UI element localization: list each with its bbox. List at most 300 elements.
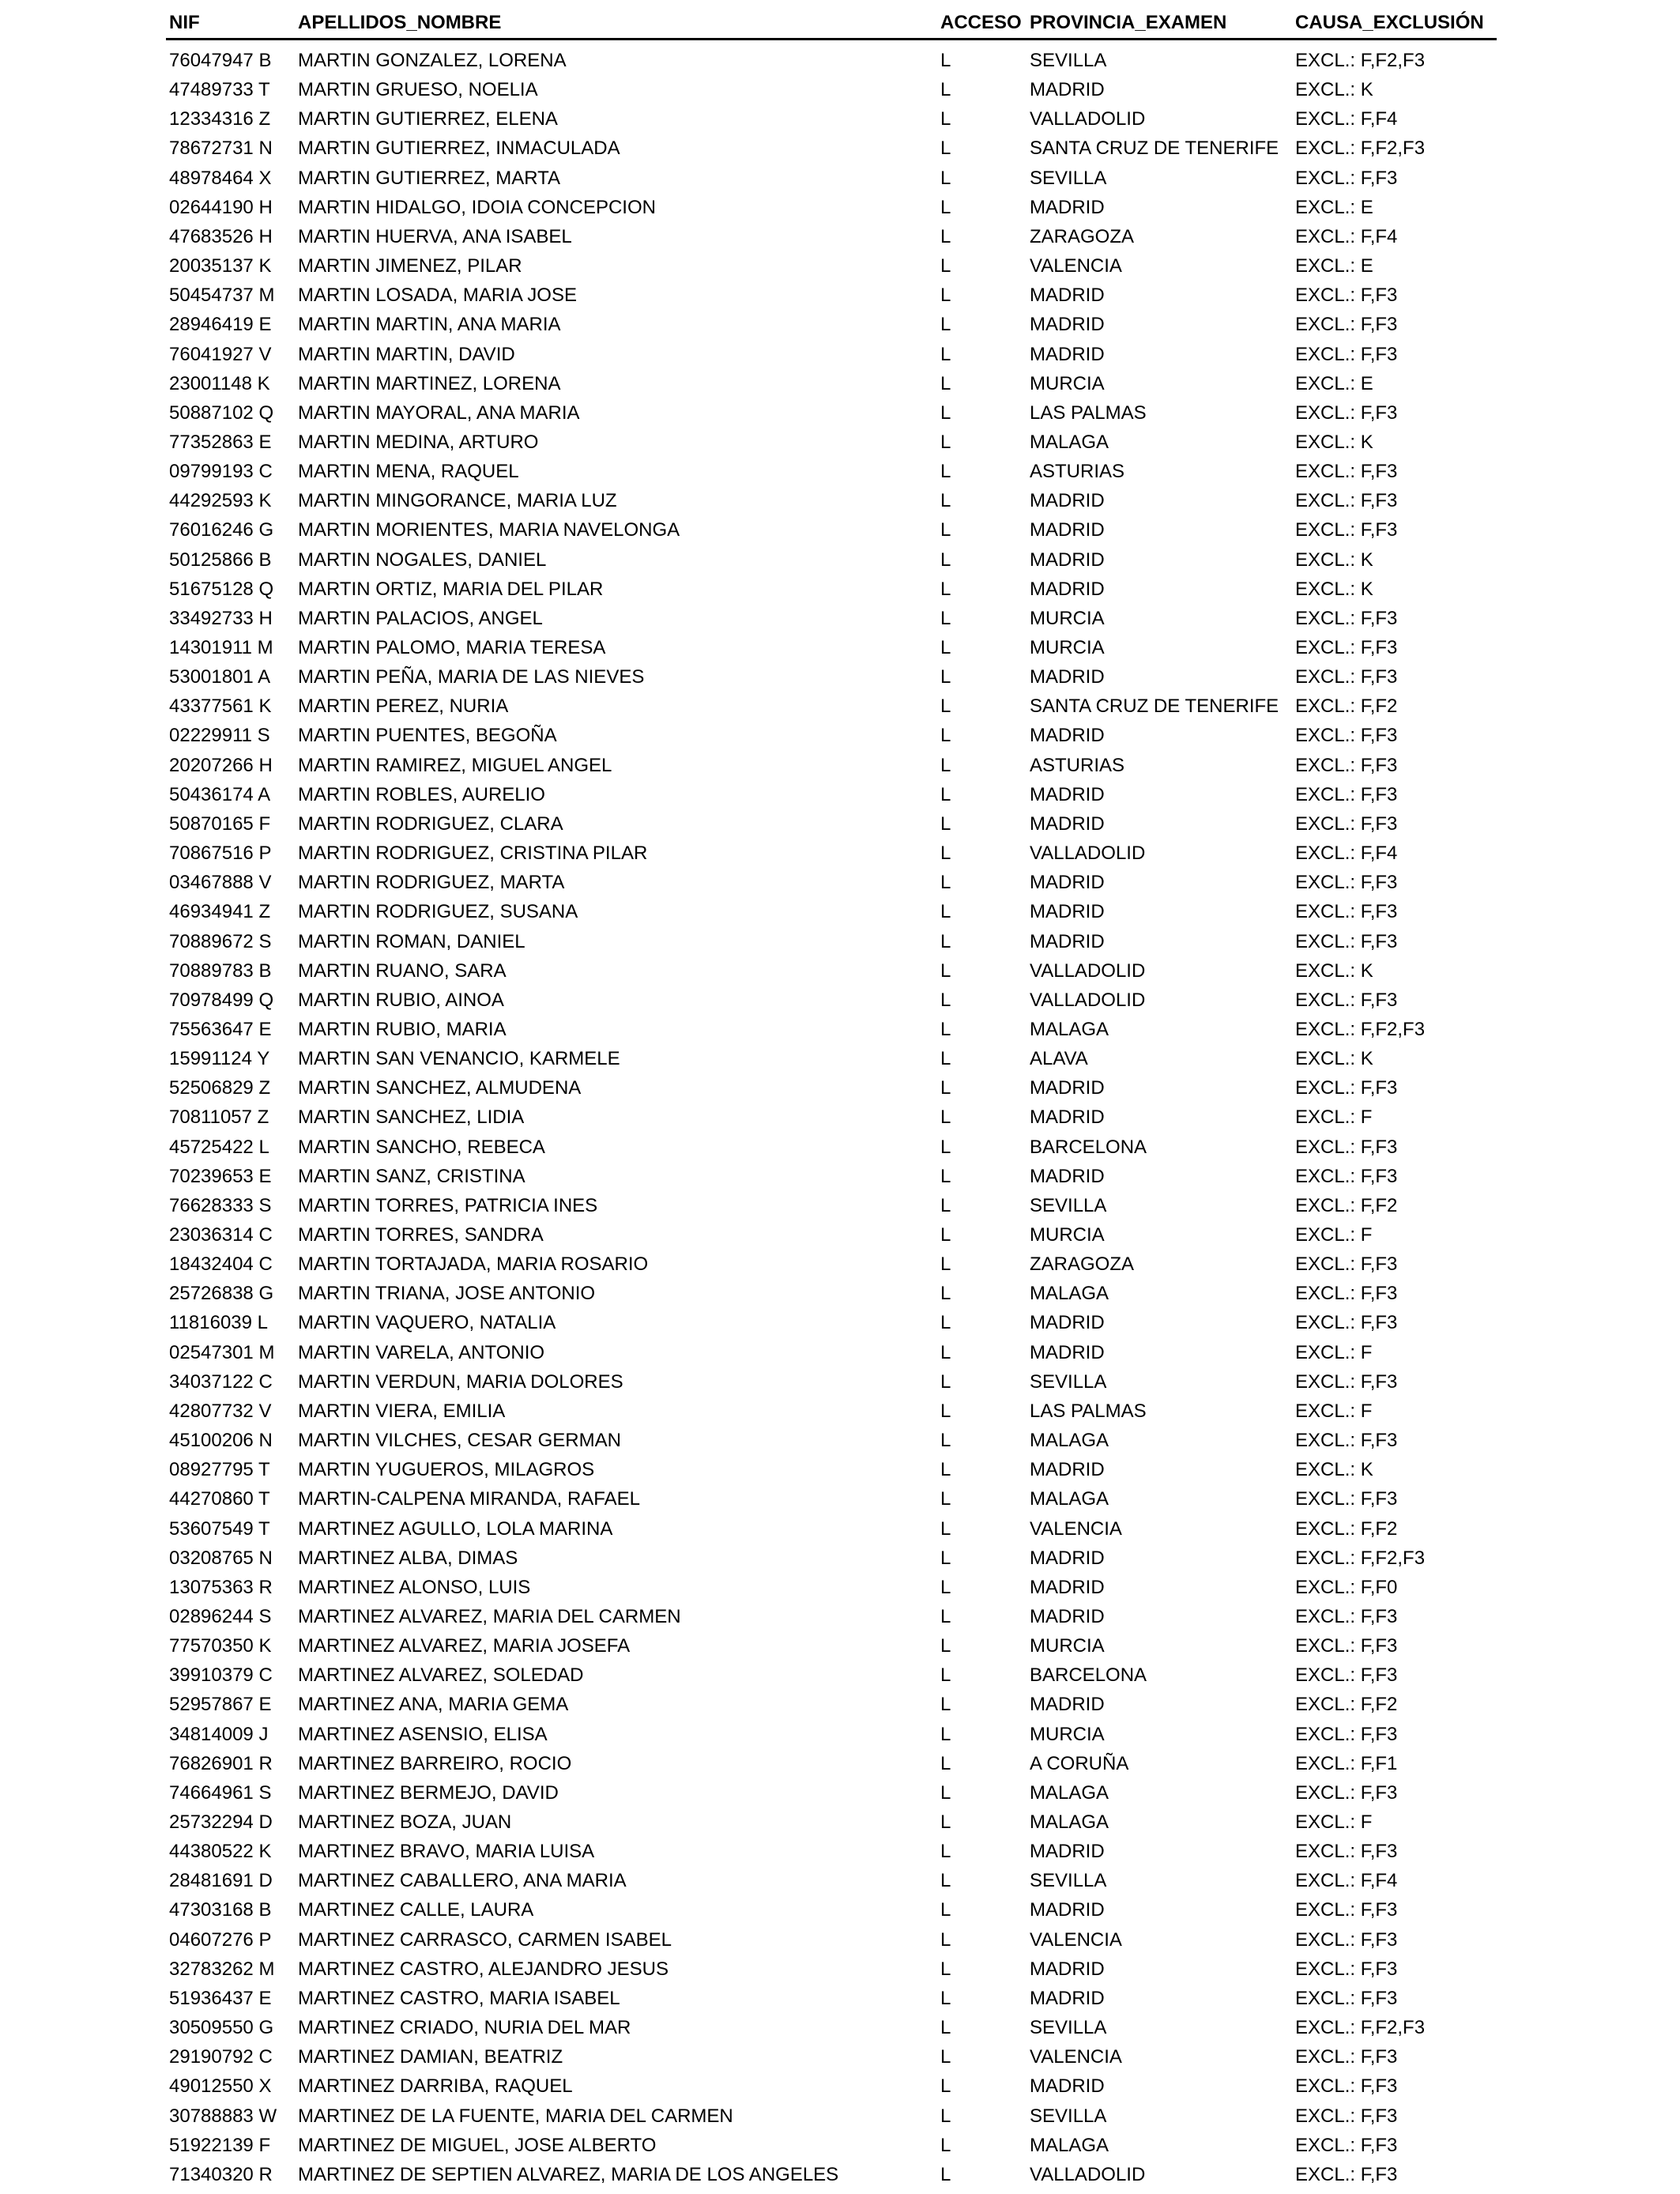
cell-apellidos-nombre: MARTIN SAN VENANCIO, KARMELE (298, 1048, 620, 1070)
cell-apellidos-nombre: MARTIN PALOMO, MARIA TERESA (298, 637, 606, 658)
cell-causa-exclusion: EXCL.: F,F3 (1295, 461, 1398, 483)
cell-apellidos-nombre: MARTINEZ BARREIRO, ROCIO (298, 1752, 572, 1774)
cell-nif: 47303168 B (169, 1899, 272, 1921)
cell-provincia-examen: MURCIA (1030, 1635, 1105, 1657)
cell-acceso: L (940, 959, 951, 982)
table-row (0, 457, 1680, 486)
cell-apellidos-nombre: MARTIN RODRIGUEZ, MARTA (298, 872, 565, 894)
cell-acceso: L (940, 1723, 951, 1745)
table-row (0, 310, 1680, 339)
table-row (0, 75, 1680, 104)
cell-acceso: L (940, 255, 951, 277)
table-row (0, 868, 1680, 897)
cell-provincia-examen: SEVILLA (1030, 50, 1107, 71)
table-row (0, 2042, 1680, 2071)
table-row (0, 1367, 1680, 1397)
cell-nif: 52957867 E (169, 1694, 272, 1716)
cell-acceso: L (940, 1694, 951, 1716)
cell-apellidos-nombre: MARTIN RODRIGUEZ, CLARA (298, 812, 563, 835)
cell-provincia-examen: MURCIA (1030, 637, 1105, 658)
cell-nif: 11816039 L (169, 1312, 269, 1334)
cell-provincia-examen: SEVILLA (1030, 1194, 1107, 1216)
cell-causa-exclusion: EXCL.: F,F2,F3 (1295, 50, 1426, 71)
cell-causa-exclusion: EXCL.: F,F1 (1295, 1752, 1398, 1774)
header-rule (166, 38, 1497, 40)
cell-nif: 70889783 B (169, 959, 272, 982)
cell-apellidos-nombre: MARTIN RODRIGUEZ, SUSANA (298, 901, 578, 923)
cell-acceso: L (940, 401, 951, 424)
table-row (0, 956, 1680, 986)
cell-nif: 76047947 B (169, 50, 272, 71)
cell-nif: 32783262 M (169, 1958, 275, 1980)
table-row (0, 398, 1680, 428)
table-row (0, 780, 1680, 809)
cell-apellidos-nombre: MARTINEZ CASTRO, ALEJANDRO JESUS (298, 1958, 669, 1980)
cell-provincia-examen: MADRID (1030, 1077, 1105, 1099)
cell-nif: 34814009 J (169, 1723, 269, 1745)
cell-causa-exclusion: EXCL.: F,F3 (1295, 607, 1398, 629)
cell-nif: 70239653 E (169, 1165, 272, 1187)
table-row (0, 1191, 1680, 1220)
cell-provincia-examen: LAS PALMAS (1030, 401, 1147, 424)
cell-provincia-examen: MALAGA (1030, 1430, 1109, 1452)
cell-nif: 77570350 K (169, 1635, 272, 1657)
cell-acceso: L (940, 872, 951, 894)
cell-apellidos-nombre: MARTIN VAQUERO, NATALIA (298, 1312, 556, 1334)
cell-provincia-examen: VALLADOLID (1030, 989, 1146, 1011)
table-row (0, 2013, 1680, 2042)
cell-acceso: L (940, 578, 951, 600)
cell-provincia-examen: A CORUÑA (1030, 1752, 1129, 1774)
cell-nif: 20035137 K (169, 255, 272, 277)
cell-provincia-examen: MADRID (1030, 872, 1105, 894)
cell-provincia-examen: MALAGA (1030, 431, 1109, 453)
cell-apellidos-nombre: MARTINEZ BERMEJO, DAVID (298, 1781, 559, 1804)
cell-apellidos-nombre: MARTIN RUANO, SARA (298, 959, 507, 982)
cell-causa-exclusion: EXCL.: F,F3 (1295, 1987, 1398, 2009)
cell-causa-exclusion: EXCL.: F (1295, 1106, 1373, 1129)
cell-provincia-examen: MADRID (1030, 548, 1105, 571)
table-row (0, 633, 1680, 662)
cell-apellidos-nombre: MARTIN PEREZ, NURIA (298, 696, 509, 718)
cell-causa-exclusion: EXCL.: K (1295, 431, 1373, 453)
cell-nif: 02547301 M (169, 1341, 275, 1363)
cell-nif: 30509550 G (169, 2017, 274, 2039)
cell-acceso: L (940, 1018, 951, 1040)
cell-nif: 02896244 S (169, 1605, 272, 1627)
table-row (0, 1426, 1680, 1455)
cell-causa-exclusion: EXCL.: F,F3 (1295, 401, 1398, 424)
cell-nif: 12334316 Z (169, 108, 271, 130)
cell-nif: 02229911 S (169, 725, 270, 747)
cell-causa-exclusion: EXCL.: F,F3 (1295, 167, 1398, 189)
cell-nif: 50436174 A (169, 783, 271, 805)
cell-apellidos-nombre: MARTIN TRIANA, JOSE ANTONIO (298, 1283, 596, 1305)
cell-nif: 51675128 Q (169, 578, 274, 600)
cell-causa-exclusion: EXCL.: F,F2 (1295, 1517, 1398, 1540)
cell-causa-exclusion: EXCL.: F (1295, 1224, 1373, 1246)
cell-nif: 20207266 H (169, 754, 273, 776)
cell-causa-exclusion: EXCL.: F,F3 (1295, 2163, 1398, 2185)
cell-causa-exclusion: EXCL.: F,F2,F3 (1295, 1018, 1426, 1040)
table-row (0, 662, 1680, 692)
cell-provincia-examen: MADRID (1030, 285, 1105, 307)
cell-acceso: L (940, 607, 951, 629)
table-row (0, 251, 1680, 281)
cell-causa-exclusion: EXCL.: F,F2 (1295, 1194, 1398, 1216)
cell-nif: 76041927 V (169, 343, 272, 365)
cell-apellidos-nombre: MARTIN ROMAN, DANIEL (298, 930, 525, 952)
table-row (0, 1250, 1680, 1279)
table-row (0, 2160, 1680, 2189)
cell-causa-exclusion: EXCL.: F,F3 (1295, 666, 1398, 688)
cell-acceso: L (940, 843, 951, 865)
cell-nif: 44292593 K (169, 490, 272, 512)
cell-acceso: L (940, 2134, 951, 2156)
cell-nif: 33492733 H (169, 607, 273, 629)
cell-nif: 08927795 T (169, 1459, 270, 1481)
cell-acceso: L (940, 2017, 951, 2039)
cell-acceso: L (940, 696, 951, 718)
header-provincia-examen: PROVINCIA_EXAMEN (1030, 12, 1227, 33)
cell-apellidos-nombre: MARTIN-CALPENA MIRANDA, RAFAEL (298, 1488, 640, 1510)
cell-nif: 76016246 G (169, 519, 274, 541)
cell-apellidos-nombre: MARTIN VIERA, EMILIA (298, 1400, 506, 1422)
cell-acceso: L (940, 2163, 951, 2185)
cell-provincia-examen: SEVILLA (1030, 2105, 1107, 2127)
cell-provincia-examen: MURCIA (1030, 1723, 1105, 1745)
cell-causa-exclusion: EXCL.: F (1295, 1811, 1373, 1833)
cell-acceso: L (940, 930, 951, 952)
cell-nif: 74664961 S (169, 1781, 272, 1804)
cell-causa-exclusion: EXCL.: K (1295, 548, 1373, 571)
table-row (0, 1279, 1680, 1308)
cell-causa-exclusion: EXCL.: E (1295, 372, 1373, 394)
table-row (0, 486, 1680, 515)
header-nif: NIF (169, 12, 200, 33)
cell-causa-exclusion: EXCL.: F,F4 (1295, 1870, 1398, 1892)
cell-causa-exclusion: EXCL.: F,F3 (1295, 519, 1398, 541)
cell-apellidos-nombre: MARTINEZ ALVAREZ, MARIA DEL CARMEN (298, 1605, 681, 1627)
cell-apellidos-nombre: MARTIN MORIENTES, MARIA NAVELONGA (298, 519, 680, 541)
table-row (0, 1220, 1680, 1250)
cell-nif: 70978499 Q (169, 989, 274, 1011)
cell-causa-exclusion: EXCL.: K (1295, 959, 1373, 982)
cell-provincia-examen: MADRID (1030, 666, 1105, 688)
cell-provincia-examen: VALENCIA (1030, 1928, 1122, 1951)
cell-apellidos-nombre: MARTIN VARELA, ANTONIO (298, 1341, 545, 1363)
table-row (0, 515, 1680, 545)
cell-provincia-examen: VALLADOLID (1030, 843, 1146, 865)
cell-apellidos-nombre: MARTIN RODRIGUEZ, CRISTINA PILAR (298, 843, 648, 865)
cell-causa-exclusion: EXCL.: K (1295, 578, 1373, 600)
cell-apellidos-nombre: MARTIN MAYORAL, ANA MARIA (298, 401, 580, 424)
cell-nif: 76628333 S (169, 1194, 272, 1216)
cell-causa-exclusion: EXCL.: F,F2,F3 (1295, 2017, 1426, 2039)
cell-causa-exclusion: EXCL.: F,F3 (1295, 1958, 1398, 1980)
cell-acceso: L (940, 285, 951, 307)
cell-apellidos-nombre: MARTIN RAMIREZ, MIGUEL ANGEL (298, 754, 612, 776)
table-row (0, 1133, 1680, 1162)
cell-acceso: L (940, 1077, 951, 1099)
cell-provincia-examen: MADRID (1030, 1547, 1105, 1569)
cell-acceso: L (940, 1576, 951, 1598)
table-row (0, 986, 1680, 1015)
cell-apellidos-nombre: MARTINEZ ANA, MARIA GEMA (298, 1694, 569, 1716)
cell-nif: 78672731 N (169, 138, 273, 160)
cell-apellidos-nombre: MARTINEZ ALVAREZ, MARIA JOSEFA (298, 1635, 631, 1657)
cell-acceso: L (940, 1253, 951, 1276)
cell-provincia-examen: MADRID (1030, 725, 1105, 747)
cell-nif: 77352863 E (169, 431, 272, 453)
table-row (0, 222, 1680, 251)
table-row (0, 1955, 1680, 1984)
cell-acceso: L (940, 548, 951, 571)
cell-causa-exclusion: EXCL.: E (1295, 196, 1373, 218)
cell-nif: 02644190 H (169, 196, 273, 218)
table-row (0, 1866, 1680, 1895)
cell-acceso: L (940, 1752, 951, 1774)
cell-acceso: L (940, 79, 951, 101)
table-row (0, 1308, 1680, 1337)
header-acceso: ACCESO (940, 12, 1022, 33)
cell-acceso: L (940, 1841, 951, 1863)
cell-provincia-examen: MADRID (1030, 1899, 1105, 1921)
cell-apellidos-nombre: MARTIN TORRES, PATRICIA INES (298, 1194, 598, 1216)
cell-provincia-examen: MADRID (1030, 930, 1105, 952)
cell-provincia-examen: VALENCIA (1030, 255, 1122, 277)
cell-nif: 43377561 K (169, 696, 272, 718)
cell-causa-exclusion: EXCL.: F,F3 (1295, 2075, 1398, 2098)
cell-acceso: L (940, 461, 951, 483)
cell-nif: 25726838 G (169, 1283, 274, 1305)
cell-apellidos-nombre: MARTINEZ CABALLERO, ANA MARIA (298, 1870, 627, 1892)
cell-acceso: L (940, 50, 951, 71)
table-row (0, 1044, 1680, 1073)
cell-nif: 53607549 T (169, 1517, 270, 1540)
table-row (0, 721, 1680, 750)
cell-apellidos-nombre: MARTIN LOSADA, MARIA JOSE (298, 285, 577, 307)
cell-apellidos-nombre: MARTIN VILCHES, CESAR GERMAN (298, 1430, 621, 1452)
cell-nif: 50887102 Q (169, 401, 274, 424)
table-row (0, 692, 1680, 721)
cell-causa-exclusion: EXCL.: F,F3 (1295, 1136, 1398, 1158)
cell-apellidos-nombre: MARTINEZ ALVAREZ, SOLEDAD (298, 1664, 584, 1687)
table-row (0, 1544, 1680, 1573)
cell-provincia-examen: MADRID (1030, 343, 1105, 365)
cell-apellidos-nombre: MARTINEZ AGULLO, LOLA MARINA (298, 1517, 613, 1540)
cell-acceso: L (940, 2105, 951, 2127)
cell-provincia-examen: MADRID (1030, 578, 1105, 600)
cell-causa-exclusion: EXCL.: F,F3 (1295, 901, 1398, 923)
cell-provincia-examen: MALAGA (1030, 2134, 1109, 2156)
table-row (0, 897, 1680, 926)
table-row (0, 839, 1680, 868)
cell-causa-exclusion: EXCL.: F,F3 (1295, 1723, 1398, 1745)
cell-causa-exclusion: EXCL.: F,F2,F3 (1295, 138, 1426, 160)
cell-provincia-examen: MADRID (1030, 1987, 1105, 2009)
table-row (0, 1837, 1680, 1866)
cell-acceso: L (940, 1547, 951, 1569)
cell-causa-exclusion: EXCL.: F,F3 (1295, 1488, 1398, 1510)
cell-apellidos-nombre: MARTIN TORTAJADA, MARIA ROSARIO (298, 1253, 649, 1276)
cell-provincia-examen: MADRID (1030, 1694, 1105, 1716)
cell-acceso: L (940, 1605, 951, 1627)
table-row (0, 193, 1680, 222)
table-row (0, 369, 1680, 398)
cell-acceso: L (940, 1136, 951, 1158)
cell-provincia-examen: MADRID (1030, 1459, 1105, 1481)
table-row (0, 1484, 1680, 1514)
cell-nif: 25732294 D (169, 1811, 273, 1833)
cell-provincia-examen: MADRID (1030, 1341, 1105, 1363)
cell-nif: 44380522 K (169, 1841, 272, 1863)
cell-nif: 13075363 R (169, 1576, 273, 1598)
cell-acceso: L (940, 1928, 951, 1951)
cell-causa-exclusion: EXCL.: F (1295, 1341, 1373, 1363)
cell-acceso: L (940, 108, 951, 130)
cell-nif: 49012550 X (169, 2075, 272, 2098)
table-row (0, 1573, 1680, 1602)
cell-apellidos-nombre: MARTIN PALACIOS, ANGEL (298, 607, 543, 629)
cell-causa-exclusion: EXCL.: F,F3 (1295, 2105, 1398, 2127)
cell-causa-exclusion: EXCL.: F,F3 (1295, 1165, 1398, 1187)
cell-acceso: L (940, 901, 951, 923)
cell-causa-exclusion: EXCL.: F,F3 (1295, 343, 1398, 365)
cell-causa-exclusion: EXCL.: F,F3 (1295, 2046, 1398, 2068)
cell-nif: 70811057 Z (169, 1106, 269, 1129)
cell-apellidos-nombre: MARTIN NOGALES, DANIEL (298, 548, 547, 571)
cell-apellidos-nombre: MARTINEZ BOZA, JUAN (298, 1811, 512, 1833)
cell-apellidos-nombre: MARTIN MENA, RAQUEL (298, 461, 519, 483)
cell-nif: 45725422 L (169, 1136, 269, 1158)
cell-nif: 47683526 H (169, 225, 273, 247)
table-row (0, 1895, 1680, 1924)
header-apellidos-nombre: APELLIDOS_NOMBRE (298, 12, 502, 33)
cell-apellidos-nombre: MARTIN MEDINA, ARTURO (298, 431, 539, 453)
cell-provincia-examen: ALAVA (1030, 1048, 1088, 1070)
cell-causa-exclusion: EXCL.: F,F2,F3 (1295, 1547, 1426, 1569)
cell-nif: 50125866 B (169, 548, 272, 571)
cell-apellidos-nombre: MARTIN SANCHEZ, LIDIA (298, 1106, 525, 1129)
cell-apellidos-nombre: MARTIN HUERVA, ANA ISABEL (298, 225, 572, 247)
cell-apellidos-nombre: MARTINEZ DE SEPTIEN ALVAREZ, MARIA DE LOS ANGELES (298, 2163, 839, 2185)
table-row (0, 1073, 1680, 1103)
cell-nif: 75563647 E (169, 1018, 272, 1040)
cell-apellidos-nombre: MARTIN GRUESO, NOELIA (298, 79, 538, 101)
cell-causa-exclusion: EXCL.: F,F3 (1295, 812, 1398, 835)
cell-causa-exclusion: EXCL.: F,F3 (1295, 754, 1398, 776)
cell-causa-exclusion: EXCL.: F,F3 (1295, 872, 1398, 894)
cell-provincia-examen: MADRID (1030, 1165, 1105, 1187)
cell-provincia-examen: MADRID (1030, 1312, 1105, 1334)
cell-provincia-examen: ZARAGOZA (1030, 1253, 1135, 1276)
cell-provincia-examen: MALAGA (1030, 1488, 1109, 1510)
cell-provincia-examen: ZARAGOZA (1030, 225, 1135, 247)
cell-provincia-examen: VALLADOLID (1030, 108, 1146, 130)
cell-acceso: L (940, 637, 951, 658)
table-row (0, 1661, 1680, 1690)
cell-causa-exclusion: EXCL.: F,F3 (1295, 989, 1398, 1011)
cell-nif: 53001801 A (169, 666, 271, 688)
table-row (0, 1808, 1680, 1837)
cell-apellidos-nombre: MARTINEZ DAMIAN, BEATRIZ (298, 2046, 563, 2068)
cell-apellidos-nombre: MARTINEZ CALLE, LAURA (298, 1899, 534, 1921)
table-row (0, 104, 1680, 134)
cell-acceso: L (940, 1106, 951, 1129)
table-row (0, 1925, 1680, 1955)
table-row (0, 281, 1680, 310)
cell-nif: 15991124 Y (169, 1048, 270, 1070)
cell-apellidos-nombre: MARTINEZ CASTRO, MARIA ISABEL (298, 1987, 620, 2009)
cell-causa-exclusion: EXCL.: F,F3 (1295, 1605, 1398, 1627)
cell-apellidos-nombre: MARTINEZ ASENSIO, ELISA (298, 1723, 548, 1745)
cell-acceso: L (940, 167, 951, 189)
cell-causa-exclusion: EXCL.: F,F3 (1295, 1781, 1398, 1804)
cell-causa-exclusion: EXCL.: F,F3 (1295, 1664, 1398, 1687)
cell-nif: 28946419 E (169, 314, 272, 336)
cell-acceso: L (940, 343, 951, 365)
table-row (0, 134, 1680, 163)
table-row (0, 340, 1680, 369)
cell-apellidos-nombre: MARTIN MARTINEZ, LORENA (298, 372, 561, 394)
table-row (0, 1778, 1680, 1808)
cell-provincia-examen: MADRID (1030, 2075, 1105, 2098)
cell-provincia-examen: MALAGA (1030, 1781, 1109, 1804)
cell-nif: 44270860 T (169, 1488, 270, 1510)
cell-apellidos-nombre: MARTIN HIDALGO, IDOIA CONCEPCION (298, 196, 656, 218)
cell-apellidos-nombre: MARTIN GONZALEZ, LORENA (298, 50, 567, 71)
cell-acceso: L (940, 1811, 951, 1833)
table-row (0, 2102, 1680, 2131)
table-row (0, 1602, 1680, 1631)
cell-causa-exclusion: EXCL.: F,F3 (1295, 2134, 1398, 2156)
cell-nif: 14301911 M (169, 637, 273, 658)
cell-apellidos-nombre: MARTIN YUGUEROS, MILAGROS (298, 1459, 595, 1481)
cell-provincia-examen: MADRID (1030, 812, 1105, 835)
cell-acceso: L (940, 2075, 951, 2098)
cell-acceso: L (940, 431, 951, 453)
cell-provincia-examen: MADRID (1030, 901, 1105, 923)
cell-apellidos-nombre: MARTINEZ DE LA FUENTE, MARIA DEL CARMEN (298, 2105, 733, 2127)
cell-nif: 52506829 Z (169, 1077, 271, 1099)
cell-apellidos-nombre: MARTIN GUTIERREZ, ELENA (298, 108, 558, 130)
cell-provincia-examen: ASTURIAS (1030, 754, 1125, 776)
cell-provincia-examen: BARCELONA (1030, 1136, 1147, 1158)
cell-apellidos-nombre: MARTINEZ CARRASCO, CARMEN ISABEL (298, 1928, 672, 1951)
cell-causa-exclusion: EXCL.: F,F3 (1295, 1899, 1398, 1921)
cell-nif: 03208765 N (169, 1547, 273, 1569)
cell-nif: 18432404 C (169, 1253, 273, 1276)
cell-causa-exclusion: EXCL.: F,F3 (1295, 1430, 1398, 1452)
cell-causa-exclusion: EXCL.: F,F3 (1295, 1841, 1398, 1863)
table-row (0, 1103, 1680, 1132)
cell-provincia-examen: MADRID (1030, 1958, 1105, 1980)
cell-provincia-examen: MALAGA (1030, 1018, 1109, 1040)
cell-acceso: L (940, 1517, 951, 1540)
cell-acceso: L (940, 1194, 951, 1216)
cell-nif: 47489733 T (169, 79, 270, 101)
cell-causa-exclusion: EXCL.: F,F3 (1295, 1077, 1398, 1099)
cell-causa-exclusion: EXCL.: F,F3 (1295, 1928, 1398, 1951)
cell-acceso: L (940, 1341, 951, 1363)
cell-acceso: L (940, 1987, 951, 2009)
cell-causa-exclusion: EXCL.: F,F3 (1295, 490, 1398, 512)
table-row (0, 1749, 1680, 1778)
cell-causa-exclusion: EXCL.: F,F3 (1295, 1370, 1398, 1393)
cell-nif: 23036314 C (169, 1224, 273, 1246)
cell-provincia-examen: MURCIA (1030, 1224, 1105, 1246)
